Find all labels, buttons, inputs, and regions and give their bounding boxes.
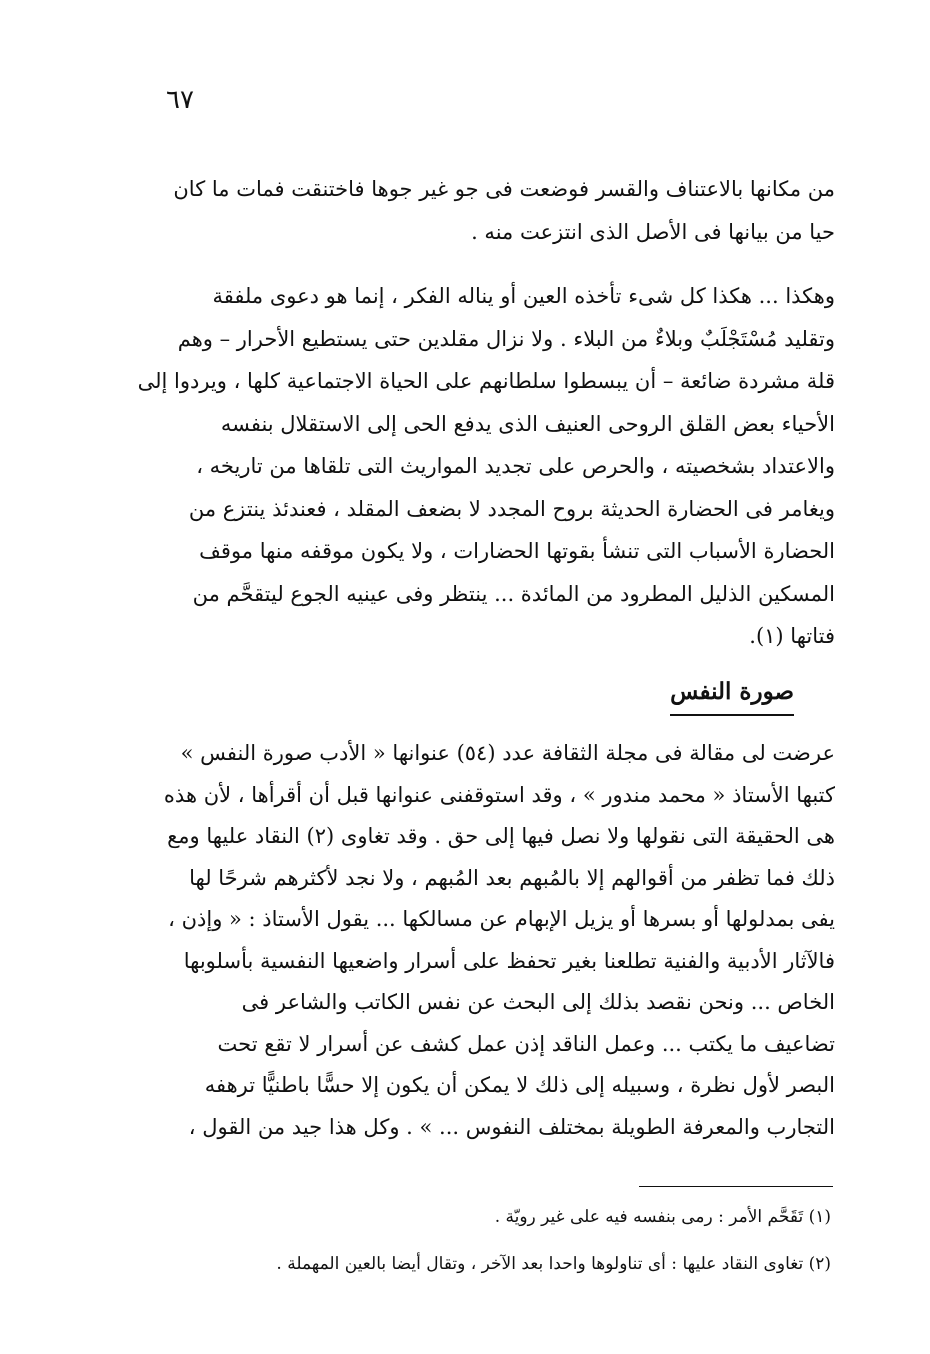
text-line: ذلك فما تظفر من أقوالهم إلا بالمُبهم بعد المُبهم ، ولا نجد لأكثرهم شرحًا لها [189, 865, 835, 890]
text-line: كتبها الأستاذ « محمد مندور » ، وقد استوقفنى عنوانها قبل أن أقرأها ، لأن هذه [163, 782, 835, 807]
text-line: عرضت لى مقالة فى مجلة الثقافة عدد (٥٤) عنوانها « الأدب صورة النفس » [180, 741, 835, 765]
text-line: فالآثار الأدبية والفنية تطلعنا بغير تحفظ على أسرار واضعيها النفسية بأسلوبها [183, 948, 835, 973]
text-line: هى الحقيقة التى نقولها ولا نصل فيها إلى حق . وقد تغاوى (٢) النقاد عليها ومع [167, 824, 835, 848]
text-line: قلة مشردة ضائعة – أن يبسطوا سلطانهم على الحياة الاجتماعية كلها ، ويردوا إلى [137, 369, 835, 393]
text-line: وهكذا ... هكذا كل شىء تأخذه العين أو يناله الفكر ، إنما هو دعوى ملفقة [212, 284, 835, 308]
text-line: البصر لأول نظرة ، وسبيله إلى ذلك لا يمكن أن يكون إلا حسًّا باطنيًّا ترهفه [204, 1073, 835, 1097]
footnote-1: (١) تَقَحَّم الأمر : رمى بنفسه فيه على غير رويّة . [494, 1207, 831, 1227]
footnote-divider [639, 1186, 833, 1187]
text-line: الخاص ... ونحن نقصد بذلك إلى البحث عن نفس الكاتب والشاعر فى [241, 990, 835, 1014]
text-line: فتاتها (١). [749, 624, 835, 648]
text-line: المسكين الذليل المطرود من المائدة ... ينتظر وفى عينيه الجوع ليتقحَّم من [192, 581, 835, 606]
text-line: الحضارة الأسباب التى تنشأ بقوتها الحضارات ، ولا يكون موقفه منها موقف [199, 539, 835, 563]
paragraph-2 [135, 275, 835, 658]
text-line: الأحياء بعض القلق الروحى العنيف الذى يدفع الحى إلى الاستقلال بنفسه [220, 411, 835, 436]
text-line: التجارب والمعرفة الطويلة بمختلف النفوس ... » . وكل هذا جيد من القول ، [188, 1114, 835, 1139]
text-line: حيا من بيانها فى الأصل الذى انتزعت منه . [471, 219, 835, 244]
section-heading: صورة النفس [670, 672, 794, 716]
text-line: يفى بمدلولها أو بسرها أو يزيل الإبهام عن مسالكها ... يقول الأستاذ : « وإذن ، [168, 907, 835, 931]
text-line: من مكانها بالاعتناف والقسر فوضعت فى جو غير جوها فاختنقت فمات ما كان [173, 177, 835, 201]
page-number: ٦٧ [166, 85, 194, 115]
text-line: وتقليد مُسْتَجْلَبٌ وبلاءٌ من البلاء . ولا نزال مقلدين حتى يستطيع الأحرار – وهم [177, 326, 835, 351]
footnote-2: (٢) تغاوى النقاد عليها : أى تناولوها واحدا بعد الآخر ، وتقال أيضا بالعين المهملة . [276, 1254, 831, 1274]
text-line: والاعتداد بشخصيته ، والحرص على تجديد المواريث التى تلقاها من تاريخه ، [196, 454, 835, 478]
text-line: تضاعيف ما يكتب ... وعمل الناقد إذن عمل كشف عن أسرار لا تقع تحت [217, 1031, 835, 1056]
text-line: ويغامر فى الحضارة الحديثة بروح المجدد لا بضعف المقلد ، فعندئذ ينتزع من [188, 496, 835, 521]
paragraph-1 [135, 168, 835, 253]
paragraph-3 [135, 733, 835, 1148]
